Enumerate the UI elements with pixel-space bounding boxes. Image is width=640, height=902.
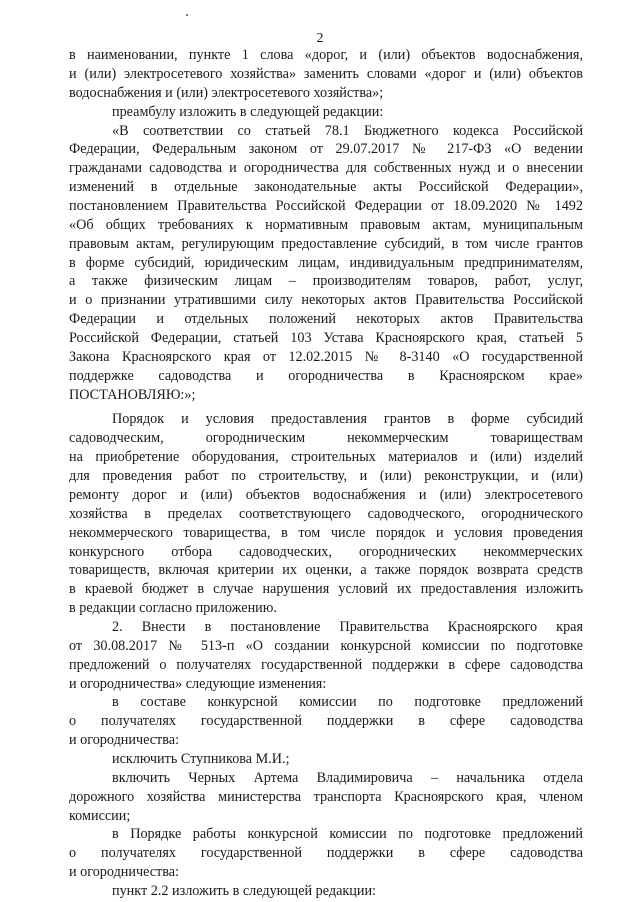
text-line: Закона Красноярского края от 12.02.2015 № 8-3140 «О государственной	[69, 348, 583, 365]
page-number: 2	[316, 31, 324, 46]
text-line: преамбулу изложить в следующей редакции:	[112, 103, 384, 120]
text-line: Российской Федерации, статьей 103 Устава Красноярского края, статьей 5	[69, 330, 583, 346]
text-line: а также физическим лицам – производителям товаров, работ, услуг,	[69, 273, 583, 290]
text-line: в краевой бюджет в случае нарушения условий их предоставления изложить	[69, 581, 583, 598]
text-line: для проведения работ по строительству, и (или) реконструкции, и (или)	[69, 468, 583, 484]
text-line: в редакции согласно приложению.	[69, 600, 277, 616]
text-line: о получателях государственной поддержки в сфере садоводства	[69, 713, 583, 730]
text-line: правовым актам, регулирующим предоставление субсидий, в том числе грантов	[69, 235, 583, 252]
text-line: «В соответствии со статьей 78.1 Бюджетного кодекса Российской	[112, 122, 583, 139]
text-line: от 30.08.2017 № 513-п «О создании конкурсной комиссии по подготовке	[69, 637, 583, 654]
text-line: Порядок и условия предоставления грантов в форме субсидий	[112, 411, 583, 428]
text-line: на приобретение оборудования, строительных материалов и (или) изделий	[69, 449, 583, 466]
text-line: «Об общих требованиях к нормативным правовым актам, муниципальным	[69, 216, 583, 233]
text-line: Федерации и отдельных положений некоторых актов Правительства	[69, 311, 583, 328]
text-line: в Порядке работы конкурсной комиссии по подготовке предложений	[112, 826, 583, 843]
text-line: и о признании утратившими силу некоторых актов Правительства Российской	[69, 292, 583, 309]
text-line: водоснабжения и (или) электросетевого хозяйства»;	[69, 84, 384, 101]
text-line: о получателях государственной поддержки в сфере садоводства	[69, 845, 583, 862]
text-line: и огородничества:	[69, 864, 180, 881]
text-line: включить Черных Артема Владимировича – начальника отдела	[112, 769, 583, 786]
text-line: в форме субсидий, юридическим лицам, индивидуальным предпринимателям,	[69, 254, 583, 271]
text-line: ремонту дорог и (или) объектов водоснабжения и (или) электросетевого	[69, 486, 583, 503]
text-line: поддержке садоводства и огородничества в Красноярском крае»	[69, 367, 583, 384]
text-line: исключить Ступникова М.И.;	[112, 751, 290, 767]
text-line: 2. Внести в постановление Правительства Красноярского края	[112, 618, 583, 635]
text-line: и огородничества» следующие изменения:	[69, 675, 327, 692]
text-line: и (или) электросетевого хозяйства» заменить словами «дорог и (или) объектов	[69, 65, 583, 82]
text-line: Федерации, Федеральным законом от 29.07.2017 № 217-ФЗ «О ведении	[69, 141, 583, 158]
text-line: садоводческим, огородническим некоммерческим товариществам	[69, 430, 583, 447]
text-line: изменений в отдельные законодательные акты Российской Федерации»,	[69, 179, 583, 195]
scan-speck	[186, 14, 188, 16]
text-line: конкурсного отбора садоводческих, огороднических некоммерческих	[69, 543, 583, 560]
text-line: дорожного хозяйства министерства транспорта Красноярского края, членом	[69, 788, 583, 805]
text-line: некоммерческого товарищества, в том числе порядок и условия проведения	[69, 524, 583, 541]
text-line: пункт 2.2 изложить в следующей редакции:	[112, 883, 376, 899]
text-line: гражданами садоводства и огородничества для собственных нужд и о внесении	[69, 160, 583, 177]
text-line: комиссии;	[69, 807, 131, 824]
text-line: хозяйства в пределах соответствующего садоводческого, огороднического	[69, 505, 583, 522]
text-line: постановлением Правительства Российской Федерации от 18.09.2020 № 1492	[69, 197, 583, 214]
text-line: в составе конкурсной комиссии по подготовке предложений	[112, 694, 583, 711]
text-line: в наименовании, пункте 1 слова «дорог, и (или) объектов водоснабжения,	[69, 47, 583, 63]
text-line: и огородничества:	[69, 732, 180, 749]
text-line: товариществ, включая критерии их оценки, а также порядок возврата средств	[69, 562, 583, 579]
text-line: ПОСТАНОВЛЯЮ:»;	[69, 386, 196, 403]
text-line: предложений о получателях государственной поддержки в сфере садоводства	[69, 656, 583, 673]
